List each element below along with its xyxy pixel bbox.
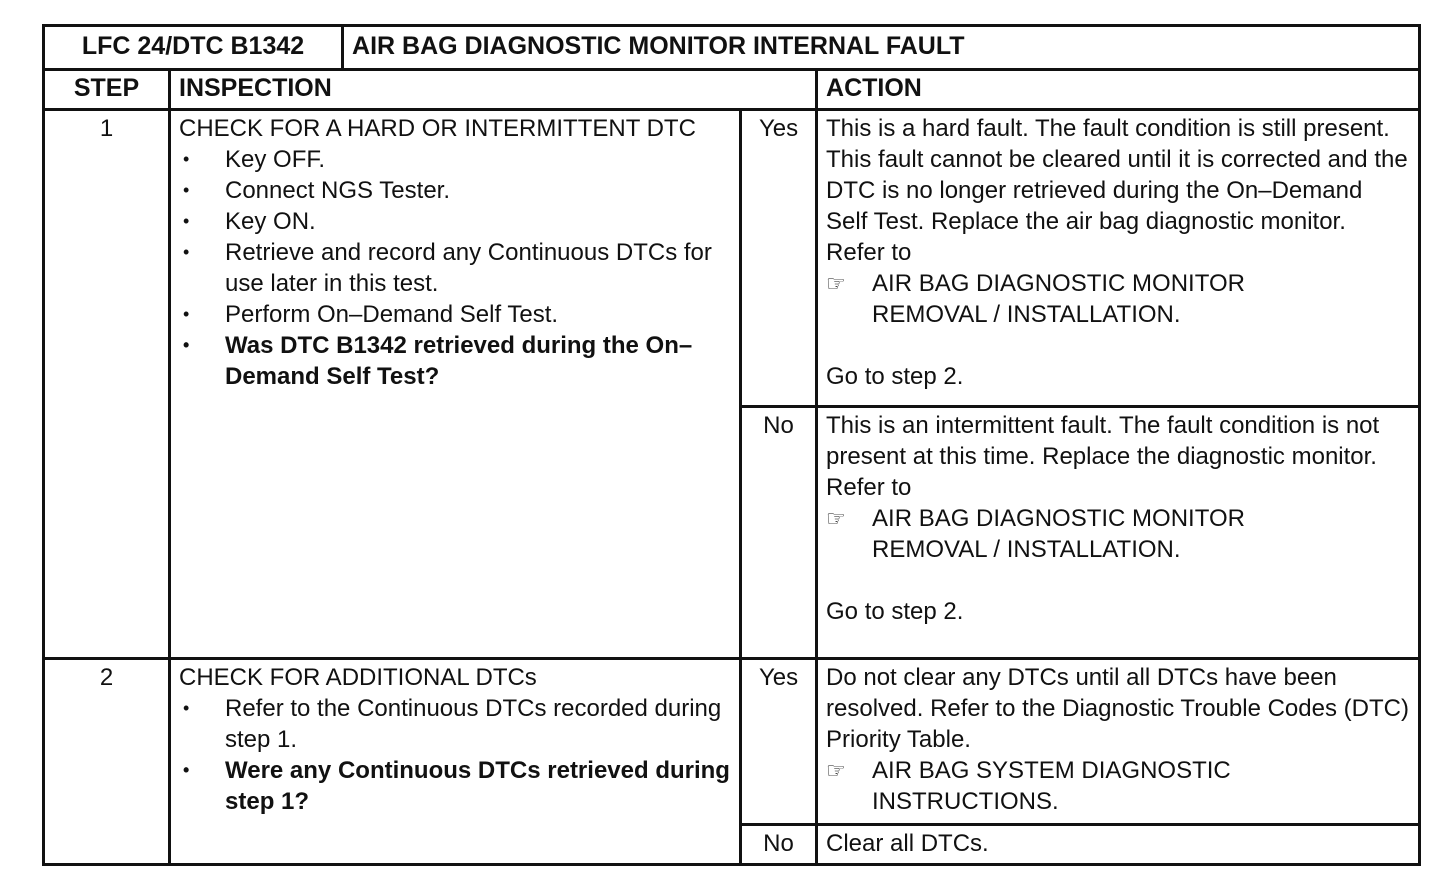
bullet-icon: •: [183, 335, 190, 355]
bullet-icon: •: [183, 698, 190, 718]
column-header-row: [44, 70, 1420, 110]
list-item: • Refer to the Continuous DTCs recorded during step 1.: [183, 695, 722, 753]
step-number: 1: [44, 110, 170, 659]
column-header-inspection: INSPECTION: [170, 70, 817, 110]
table-row: [44, 659, 1420, 825]
action-text: This is an intermittent fault. The fault condition is not present at this time. Replace the diagnostic monitor. Refer to: [826, 412, 1380, 501]
list-item: • Perform On–Demand Self Test.: [183, 301, 559, 328]
inspection-list: [179, 144, 731, 392]
page-title: AIR BAG DIAGNOSTIC MONITOR INTERNAL FAULT: [343, 26, 1420, 70]
list-item: [179, 330, 731, 392]
diagnostic-table: [42, 24, 1421, 866]
pointing-hand-icon: ☞: [826, 758, 846, 783]
goto-text: Go to step 2.: [826, 598, 964, 625]
answer-no: No: [741, 407, 817, 659]
action-text: Do not clear any DTCs until all DTCs have been resolved. Refer to the Diagnostic Trouble Codes (DTC) Priority Table.: [826, 664, 1409, 753]
action-cell: [817, 407, 1420, 659]
inspection-title: CHECK FOR A HARD OR INTERMITTENT DTC: [179, 115, 696, 142]
bullet-icon: •: [183, 760, 190, 780]
step-number: 2: [44, 659, 170, 865]
action-text: Clear all DTCs.: [826, 830, 989, 857]
inspection-title: CHECK FOR ADDITIONAL DTCs: [179, 664, 537, 691]
reference: ☞ AIR BAG DIAGNOSTIC MONITOR REMOVAL / INSTALLATION.: [826, 270, 1245, 328]
bullet-icon: •: [183, 149, 190, 169]
pointing-hand-icon: ☞: [826, 271, 846, 296]
list-item: [179, 755, 731, 817]
bullet-icon: •: [183, 211, 190, 231]
bullet-icon: •: [183, 304, 190, 324]
diagnostic-page: [42, 24, 1418, 866]
list-item: • Retrieve and record any Continuous DTCs for use later in this test.: [183, 239, 712, 297]
inspection-question: Were any Continuous DTCs retrieved during step 1?: [225, 757, 730, 815]
inspection-list: [179, 693, 731, 817]
reference: ☞ AIR BAG SYSTEM DIAGNOSTIC INSTRUCTIONS.: [826, 757, 1231, 815]
column-header-action: ACTION: [817, 70, 1420, 110]
answer-yes: Yes: [741, 110, 817, 407]
column-header-step: STEP: [44, 70, 170, 110]
goto-text: Go to step 2.: [826, 363, 964, 390]
inspection-question: Was DTC B1342 retrieved during the On–Demand Self Test?: [225, 332, 693, 390]
action-cell: [817, 659, 1420, 825]
inspection-cell: [170, 110, 741, 659]
inspection-cell: [170, 659, 741, 865]
action-cell: [817, 110, 1420, 407]
list-item: • Key OFF.: [183, 146, 326, 173]
dtc-code: LFC 24/DTC B1342: [44, 26, 343, 70]
reference: ☞ AIR BAG DIAGNOSTIC MONITOR REMOVAL / INSTALLATION.: [826, 505, 1245, 563]
answer-yes: Yes: [741, 659, 817, 825]
bullet-icon: •: [183, 180, 190, 200]
bullet-icon: •: [183, 242, 190, 262]
action-text: This is a hard fault. The fault condition is still present. This fault cannot be cleared until it is corrected and the DTC is no longer retrieved during the On–Demand Self Test. Replace the air bag diagnostic monitor. Refer to: [826, 115, 1408, 266]
list-item: • Connect NGS Tester.: [183, 177, 450, 204]
answer-no: No: [741, 825, 817, 865]
header-row: [44, 26, 1420, 70]
table-row: [44, 110, 1420, 407]
pointing-hand-icon: ☞: [826, 506, 846, 531]
action-cell: [817, 825, 1420, 865]
list-item: • Key ON.: [183, 208, 316, 235]
